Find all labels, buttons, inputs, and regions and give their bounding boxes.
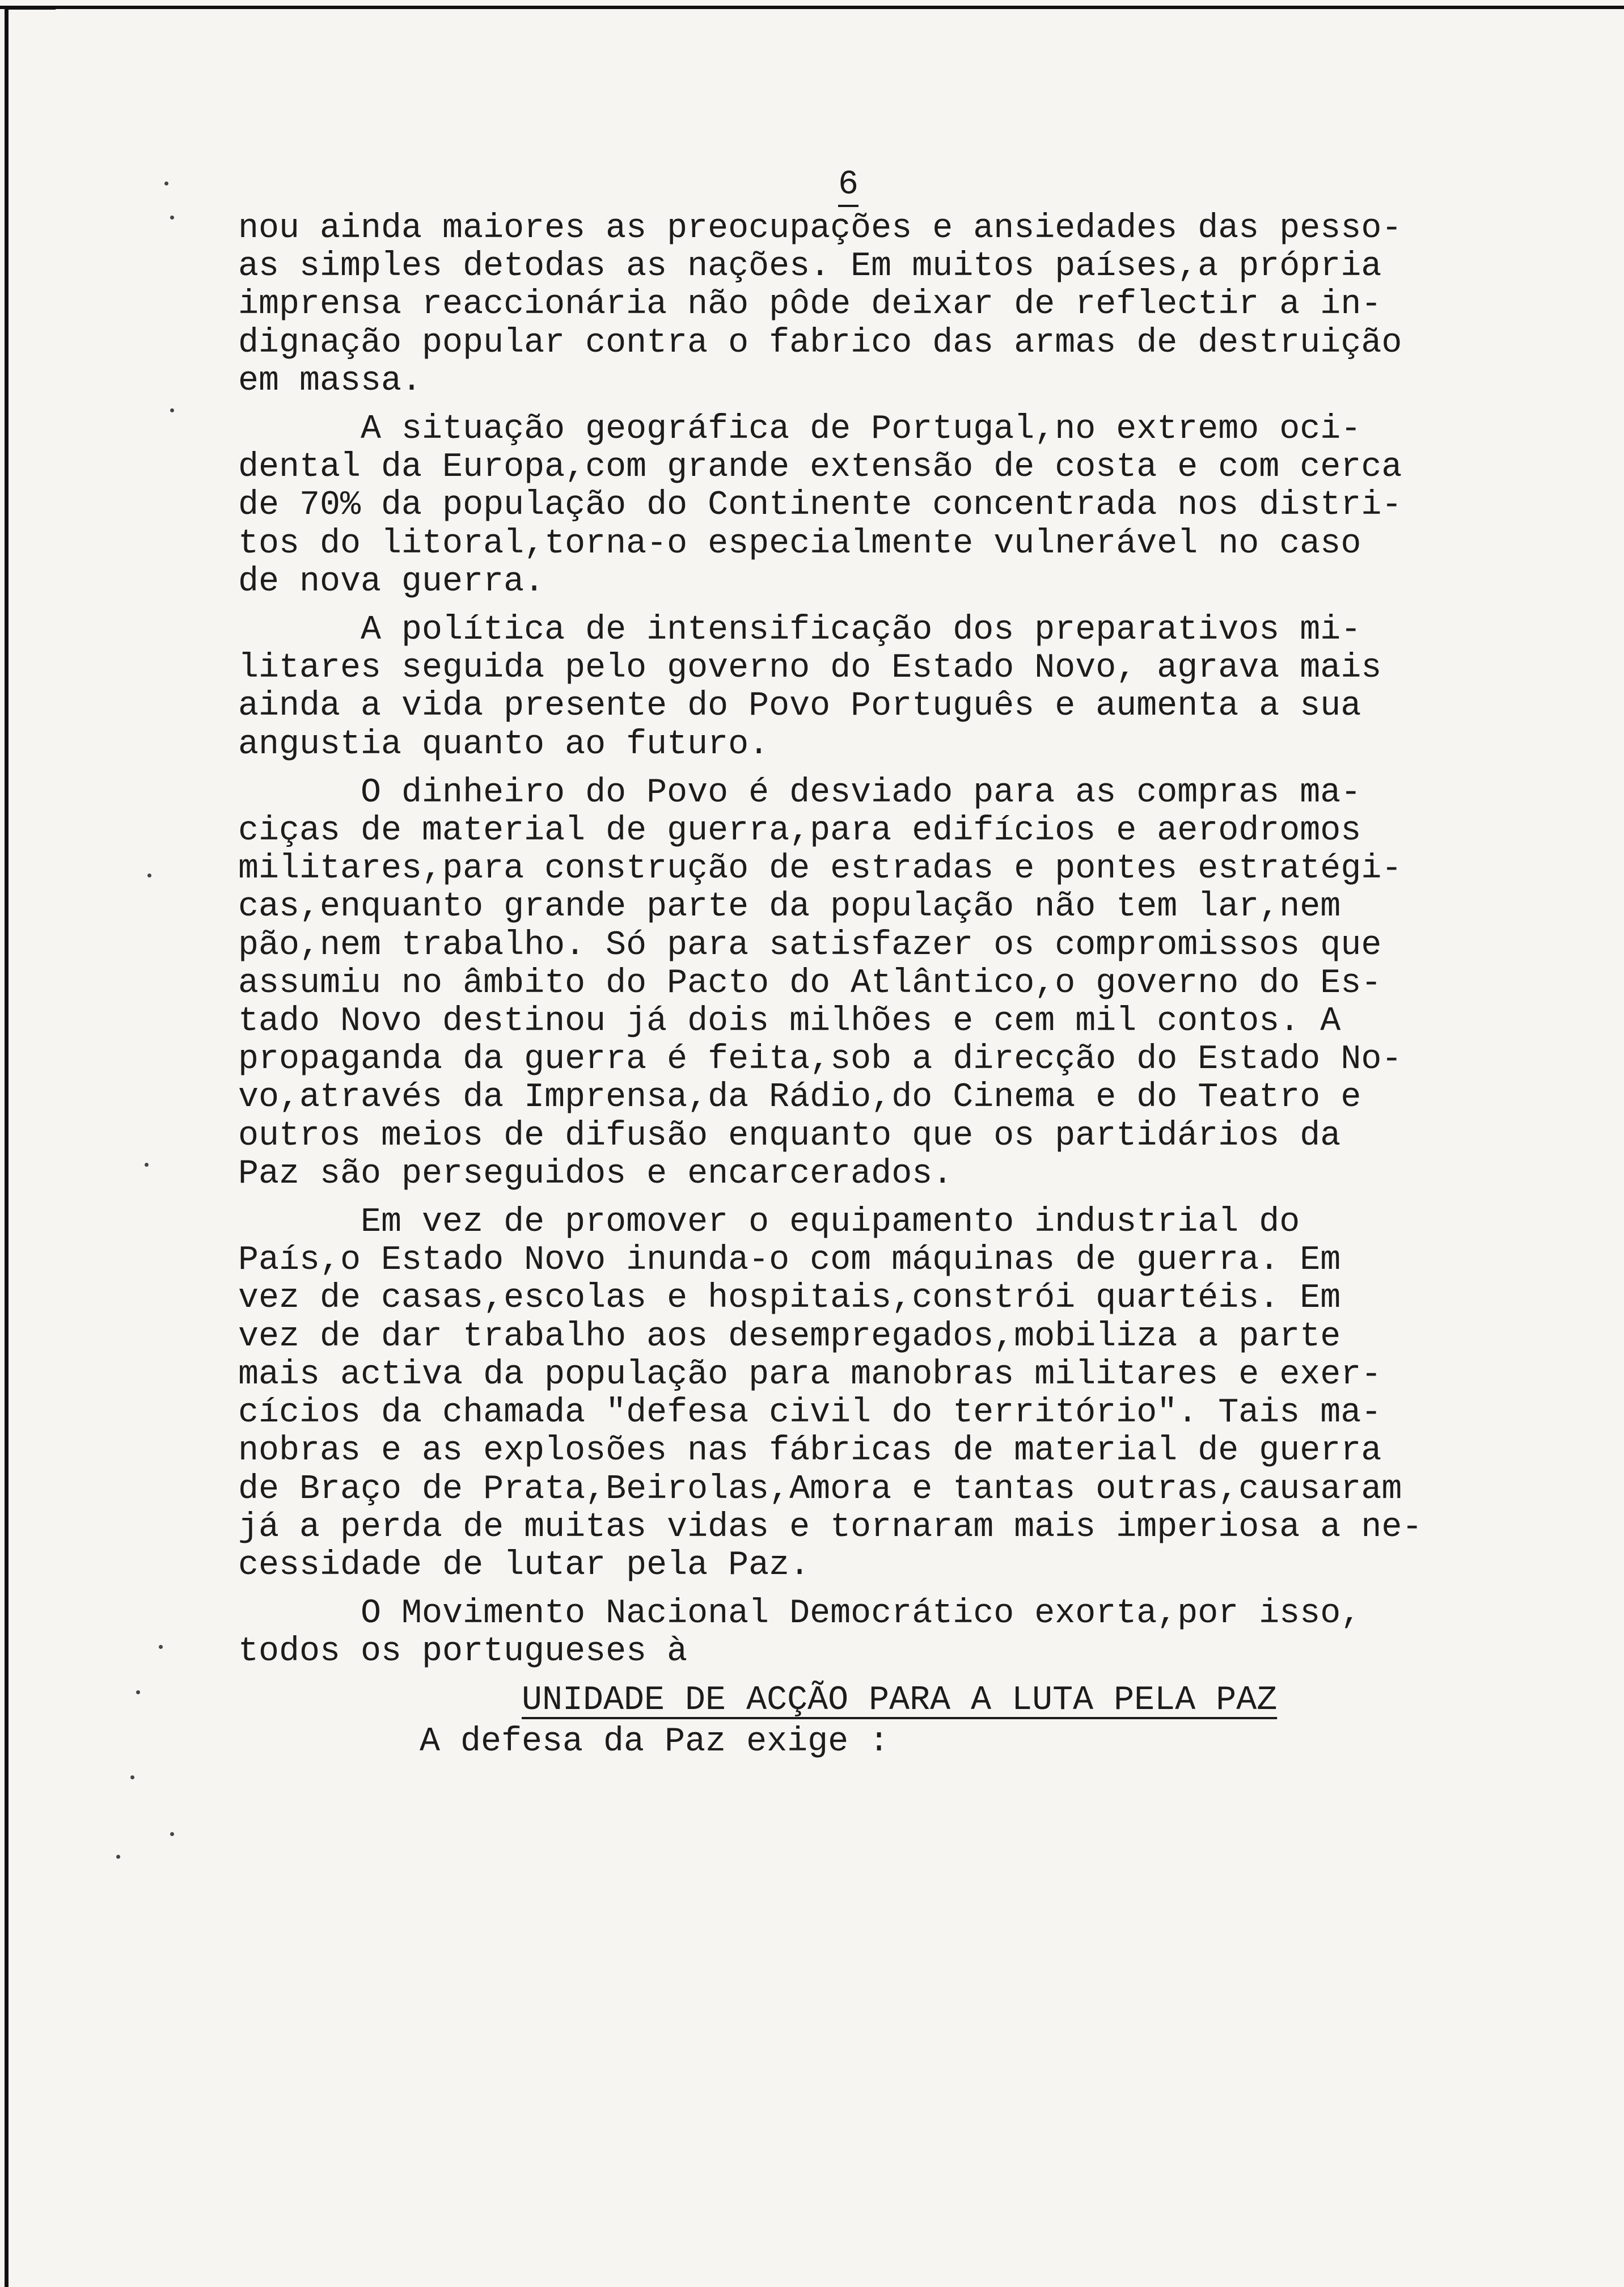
- text-line: cessidade de lutar pela Paz.: [238, 1546, 810, 1585]
- text-line: pão,nem trabalho. Só para satisfazer os compromissos que: [238, 926, 1382, 965]
- paragraph-1: [238, 210, 1542, 400]
- text-line: todos os portugueses à: [238, 1632, 688, 1672]
- text-line: tos do litoral,torna-o especialmente vulnerável no caso: [238, 524, 1361, 563]
- paragraph-5: [238, 1204, 1542, 1585]
- page-frame-left: [5, 6, 9, 2287]
- text-line: dignação popular contra o fabrico das armas de destruição: [238, 323, 1402, 362]
- heading-wrapper: [238, 1682, 1542, 1720]
- text-line: militares,para construção de estradas e pontes estratégi-: [238, 850, 1402, 889]
- scan-speck: [164, 182, 168, 185]
- text-line: Paz são perseguidos e encarcerados.: [238, 1154, 953, 1193]
- paragraph-6: [238, 1595, 1542, 1671]
- text-line: dental da Europa,com grande extensão de costa e com cerca: [238, 448, 1402, 487]
- text-line: de Braço de Prata,Beirolas,Amora e tantas outras,causaram: [238, 1470, 1402, 1509]
- document-body: [238, 210, 1542, 1761]
- closing-line: A defesa da Paz exige :: [420, 1722, 890, 1761]
- text-line: tado Novo destinou já dois milhões e cem mil contos. A: [238, 1002, 1341, 1041]
- text-line: assumiu no âmbito do Pacto do Atlântico,o governo do Es-: [238, 964, 1382, 1003]
- text-line: litares seguida pelo governo do Estado Novo, agrava mais: [238, 649, 1382, 688]
- text-line: propaganda da guerra é feita,sob a direcção do Estado No-: [238, 1040, 1402, 1079]
- closing-wrapper: [238, 1723, 1542, 1761]
- text-line: A política de intensificação dos preparativos mi-: [238, 611, 1361, 650]
- text-line: País,o Estado Novo inunda-o com máquinas de guerra. Em: [238, 1241, 1341, 1280]
- text-line: ciças de material de guerra,para edifícios e aerodromos: [238, 812, 1361, 851]
- text-line: cas,enquanto grande parte da população não tem lar,nem: [238, 888, 1341, 927]
- section-heading: UNIDADE DE ACÇÃO PARA A LUTA PELA PAZ: [522, 1681, 1278, 1720]
- scan-speck: [136, 1690, 140, 1694]
- scan-speck: [159, 1645, 163, 1649]
- text-line: nou ainda maiores as preocupações e ansiedades das pesso-: [238, 209, 1402, 248]
- scan-speck: [170, 1832, 174, 1836]
- text-line: outros meios de difusão enquanto que os partidários da: [238, 1116, 1341, 1155]
- scan-speck: [130, 1775, 134, 1779]
- paragraph-2: [238, 411, 1542, 601]
- text-line: mais activa da população para manobras militares e exer-: [238, 1355, 1382, 1394]
- text-line: já a perda de muitas vidas e tornaram mais imperiosa a ne-: [238, 1508, 1423, 1547]
- text-line: vez de casas,escolas e hospitais,constrói quartéis. Em: [238, 1279, 1341, 1318]
- text-line: angustia quanto ao futuro.: [238, 725, 769, 764]
- text-line: vez de dar trabalho aos desempregados,mobiliza a parte: [238, 1317, 1341, 1356]
- text-line: O Movimento Nacional Democrático exorta,por isso,: [238, 1594, 1361, 1634]
- paragraph-4: [238, 774, 1542, 1193]
- page-frame-top: [0, 6, 1624, 9]
- scan-speck: [170, 408, 174, 412]
- page-frame-corner: [5, 6, 56, 10]
- text-line: vo,através da Imprensa,da Rádio,do Cinema e do Teatro e: [238, 1078, 1361, 1117]
- scan-speck: [145, 1163, 149, 1167]
- text-line: ainda a vida presente do Povo Português e aumenta a sua: [238, 687, 1361, 726]
- text-line: imprensa reaccionária não pôde deixar de reflectir a in-: [238, 285, 1382, 324]
- text-line: de nova guerra.: [238, 562, 545, 601]
- text-line: A situação geográfica de Portugal,no extremo oci-: [238, 410, 1361, 449]
- text-line: cícios da chamada "defesa civil do território". Tais ma-: [238, 1394, 1382, 1433]
- scan-speck: [147, 874, 151, 877]
- text-line: de 70% da população do Continente concentrada nos distri-: [238, 486, 1402, 525]
- scan-speck: [170, 216, 174, 220]
- text-line: em massa.: [238, 361, 422, 400]
- text-line: nobras e as explosões nas fábricas de material de guerra: [238, 1432, 1382, 1471]
- text-line: Em vez de promover o equipamento industrial do: [238, 1203, 1300, 1242]
- text-line: O dinheiro do Povo é desviado para as compras ma-: [238, 773, 1361, 812]
- paragraph-3: [238, 611, 1542, 764]
- scan-speck: [116, 1855, 120, 1859]
- text-line: as simples detodas as nações. Em muitos países,a própria: [238, 247, 1382, 286]
- page-number: 6: [838, 166, 859, 204]
